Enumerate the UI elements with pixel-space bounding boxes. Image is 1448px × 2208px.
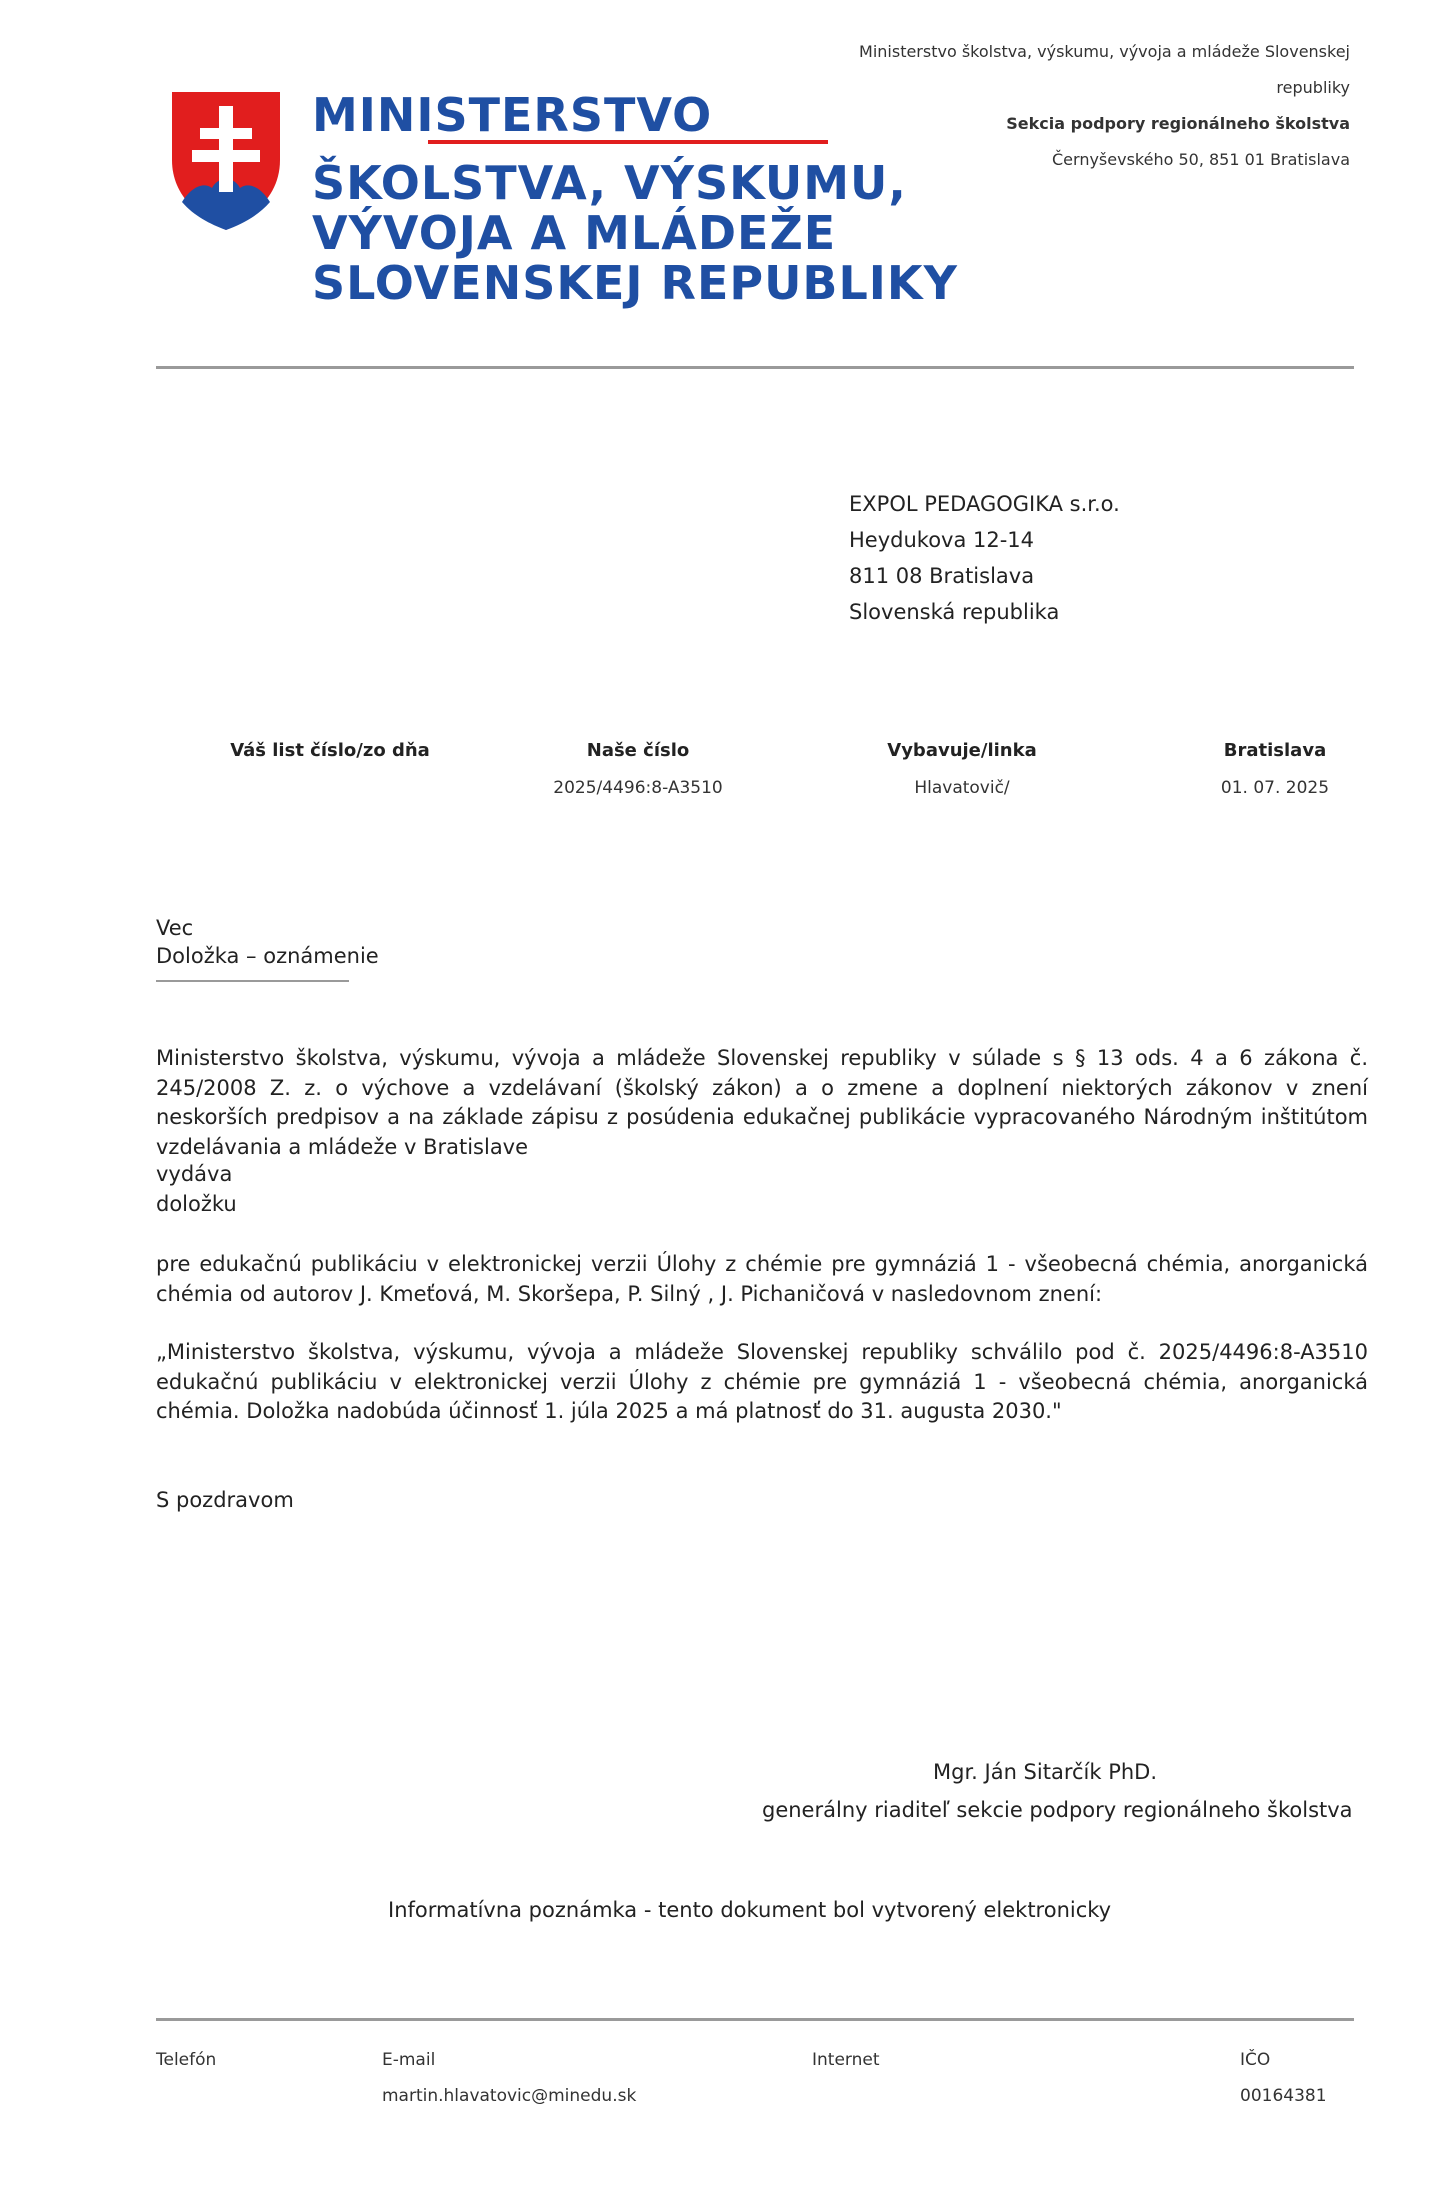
- ref-header: Bratislava: [1223, 740, 1327, 761]
- recipient-line: 811 08 Bratislava: [849, 564, 1035, 588]
- footer-ico-value: 00164381: [1240, 2086, 1327, 2106]
- footer-label-email: E-mail: [382, 2050, 436, 2070]
- body-paragraph: Ministerstvo školstva, výskumu, vývoja a mládeže Slovenskej republiky v súlade s § 13 ods. 4 a 6 zákona č. 245/2008 Z. z. o výchove a vzdelávaní (školský zákon) a o zmene a doplnení niektorých zákonov v znení neskorších predpisov a na základe zápisu z posúdenia edukačnej publikácie vypracovaného Národným inštitútom vzdelávania a mládeže v Bratislave: [156, 1046, 1368, 1159]
- sender-section: Sekcia podpory regionálneho školstva: [1006, 114, 1350, 133]
- footer-label-ico: IČO: [1240, 2050, 1271, 2070]
- ref-value: Hlavatovič/: [914, 778, 1010, 798]
- ref-value: 2025/4496:8-A3510: [553, 778, 723, 798]
- logo-line: SLOVENSKEJ REPUBLIKY: [312, 256, 958, 310]
- logo-line: MINISTERSTVO: [312, 88, 713, 142]
- ref-header: Vybavuje/linka: [887, 740, 1037, 761]
- recipient-line: EXPOL PEDAGOGIKA s.r.o.: [849, 492, 1120, 516]
- signatory-name: Mgr. Ján Sitarčík PhD.: [933, 1760, 1158, 1784]
- subject-label: Vec: [156, 916, 194, 940]
- ministry-logo: [170, 88, 958, 318]
- logo-line: VÝVOJA A MLÁDEŽE: [312, 206, 837, 260]
- body-line: vydáva: [156, 1162, 233, 1186]
- body-paragraph: „Ministerstvo školstva, výskumu, vývoja a mládeže Slovenskej republiky schválilo pod č. 2025/4496:8-A3510 edukačnú publikáciu v elektronickej verzii Úlohy z chémie pre gymnáziá 1 - všeobecná chémia, anorganická chémia. Doložka nadobúda účinnosť 1. júla 2025 a má platnosť do 31. augusta 2030.": [156, 1340, 1368, 1423]
- informative-note: Informatívna poznámka - tento dokument bol vytvorený elektronicky: [388, 1898, 1112, 1922]
- greeting: S pozdravom: [156, 1488, 294, 1512]
- footer-email-link[interactable]: martin.hlavatovic@minedu.sk: [382, 2086, 637, 2106]
- body-paragraph: pre edukačnú publikáciu v elektronickej verzii Úlohy z chémie pre gymnáziá 1 - všeobecná chémia, anorganická chémia od autorov J. Kmeťová, M. Skoršepa, P. Silný , J. Pichaničová v nasledovnom znení:: [156, 1252, 1368, 1306]
- signatory-title: generálny riaditeľ sekcie podpory regionálneho školstva: [762, 1798, 1353, 1822]
- recipient-line: Heydukova 12-14: [849, 528, 1035, 552]
- header-divider: [156, 366, 1354, 369]
- recipient-line: Slovenská republika: [849, 600, 1060, 624]
- logo-line: ŠKOLSTVA, VÝSKUMU,: [312, 156, 907, 210]
- footer-label-phone: Telefón: [156, 2050, 217, 2070]
- coat-of-arms-icon: [170, 90, 282, 232]
- sender-address: Černyševského 50, 851 01 Bratislava: [1052, 150, 1350, 169]
- ref-header: Naše číslo: [586, 740, 690, 761]
- ref-header: Váš list číslo/zo dňa: [230, 740, 430, 761]
- subject-title: Doložka – oznámenie: [156, 944, 379, 968]
- body-line: doložku: [156, 1192, 237, 1216]
- footer-label-internet: Internet: [812, 2050, 880, 2070]
- footer-divider: [156, 2018, 1354, 2021]
- subject-underline: [156, 980, 349, 982]
- sender-ministry-name: Ministerstvo školstva, výskumu, vývoja a mládeže Slovenskej republiky: [859, 42, 1350, 97]
- ref-value: 01. 07. 2025: [1220, 778, 1330, 798]
